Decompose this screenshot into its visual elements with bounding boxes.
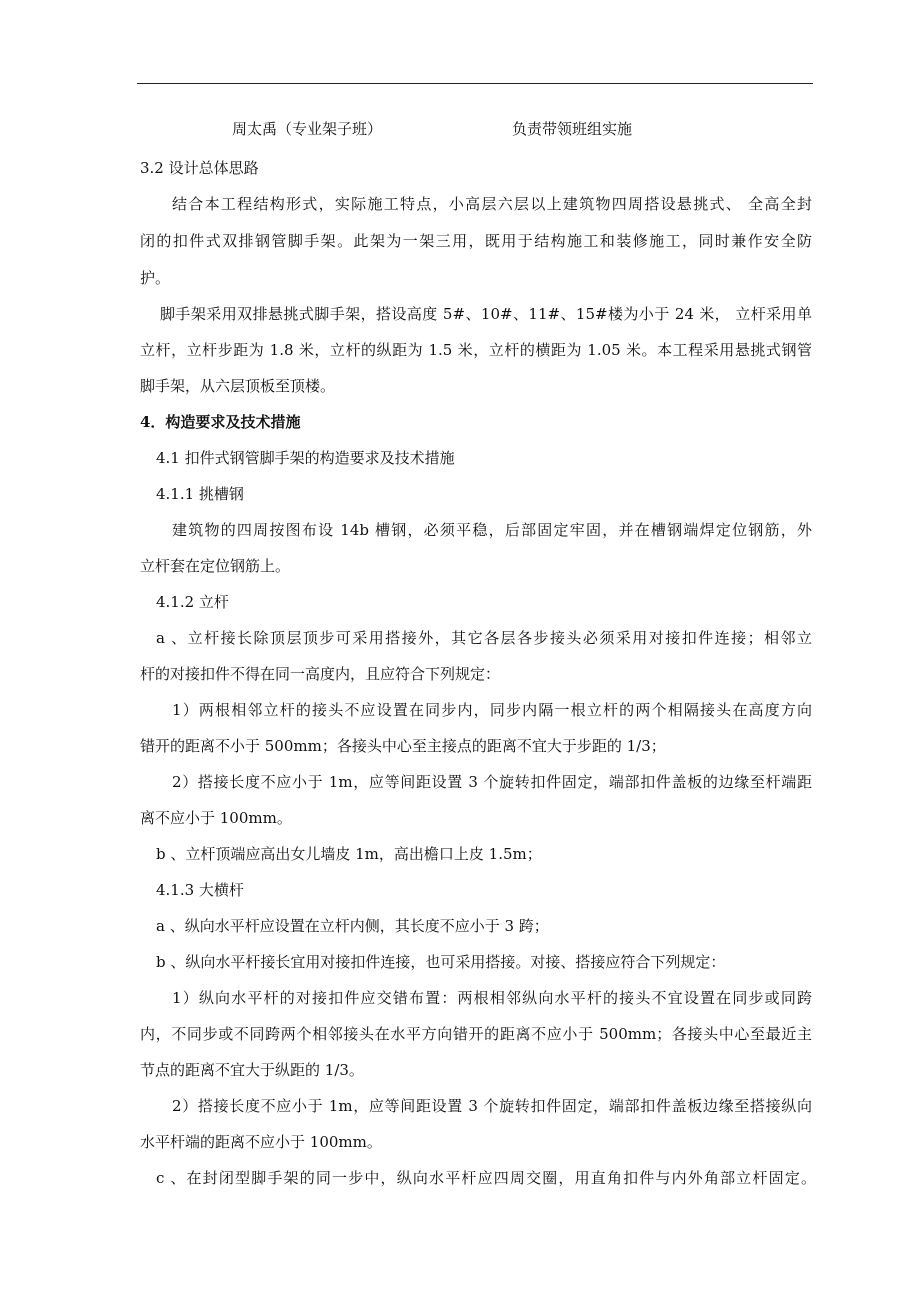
section-4-heading: 4．构造要求及技术措施 [140, 413, 301, 431]
paragraph-line: 闭的扣件式双排钢管脚手架。此架为一架三用，既用于结构施工和装修施工，同时兼作安全防 [140, 232, 812, 250]
paragraph-line: 节点的距离不宜大于纵距的 1/3。 [140, 1061, 364, 1079]
paragraph-line: 建筑物的四周按图布设 14b 槽钢，必须平稳，后部固定牢固，并在槽钢端焊定位钢筋，外 [172, 521, 812, 539]
paragraph-line: a 、立杆接长除顶层顶步可采用搭接外，其它各层各步接头必须采用对接扣件连接；相邻立 [156, 629, 812, 647]
paragraph-line: 水平杆端的距离不应小于 100mm。 [140, 1133, 382, 1151]
paragraph-line: 脚手架采用双排悬挑式脚手架，搭设高度 5#、10#、11#、15#楼为小于 24 米， 立杆采用单 [160, 305, 812, 323]
section-3-2-heading: 3.2 设计总体思路 [140, 159, 259, 177]
paragraph-line: 2）搭接长度不应小于 1m，应等间距设置 3 个旋转扣件固定，端部扣件盖板的边缘至杆端距 [172, 773, 812, 791]
paragraph-line: 1）两根相邻立杆的接头不应设置在同步内，同步内隔一根立杆的两个相隔接头在高度方向 [172, 701, 812, 719]
paragraph-line: 杆的对接扣件不得在同一高度内，且应符合下列规定： [140, 665, 501, 683]
paragraph-line: 内，不同步或不同跨两个相邻接头在水平方向错开的距离不应小于 500mm；各接头中心至最近主 [140, 1025, 812, 1043]
section-4-1-3-heading: 4.1.3 大横杆 [156, 881, 244, 899]
header-rule [137, 83, 813, 84]
paragraph-line: a 、纵向水平杆应设置在立杆内侧，其长度不应小于 3 跨； [156, 917, 549, 935]
staff-name: 周太禹（专业架子班） [232, 120, 383, 138]
paragraph-line: 错开的距离不小于 500mm；各接头中心至主接点的距离不宜大于步距的 1/3； [140, 737, 666, 755]
section-4-1-1-heading: 4.1.1 挑槽钢 [156, 485, 244, 503]
staff-duty: 负责带领班组实施 [512, 120, 633, 138]
paragraph-line: c 、在封闭型脚手架的同一步中，纵向水平杆应四周交圈，用直角扣件与内外角部立杆固定。 [156, 1169, 816, 1187]
paragraph-line: 离不应小于 100mm。 [140, 809, 292, 827]
paragraph-line: b 、纵向水平杆接长宜用对接扣件连接，也可采用搭接。对接、搭接应符合下列规定： [156, 953, 726, 971]
paragraph-line: 立杆，立杆步距为 1.8 米，立杆的纵距为 1.5 米，立杆的横距为 1.05 米。本工程采用悬挑式钢管 [140, 341, 812, 359]
paragraph-line: 立杆套在定位钢筋上。 [140, 557, 291, 575]
paragraph-line: 2）搭接长度不应小于 1m，应等间距设置 3 个旋转扣件固定，端部扣件盖板边缘至搭接纵向 [172, 1097, 812, 1115]
paragraph-line: 结合本工程结构形式，实际施工特点，小高层六层以上建筑物四周搭设悬挑式、 全高全封 [172, 195, 812, 213]
paragraph-line: 护。 [140, 269, 171, 287]
paragraph-line: 1）纵向水平杆的对接扣件应交错布置：两根相邻纵向水平杆的接头不宜设置在同步或同跨 [172, 989, 812, 1007]
paragraph-line: b 、立杆顶端应高出女儿墙皮 1m，高出檐口上皮 1.5m； [156, 845, 542, 863]
paragraph-line: 脚手架，从六层顶板至顶楼。 [140, 377, 336, 395]
section-4-1-heading: 4.1 扣件式钢管脚手架的构造要求及技术措施 [156, 449, 455, 467]
section-4-1-2-heading: 4.1.2 立杆 [156, 593, 229, 611]
